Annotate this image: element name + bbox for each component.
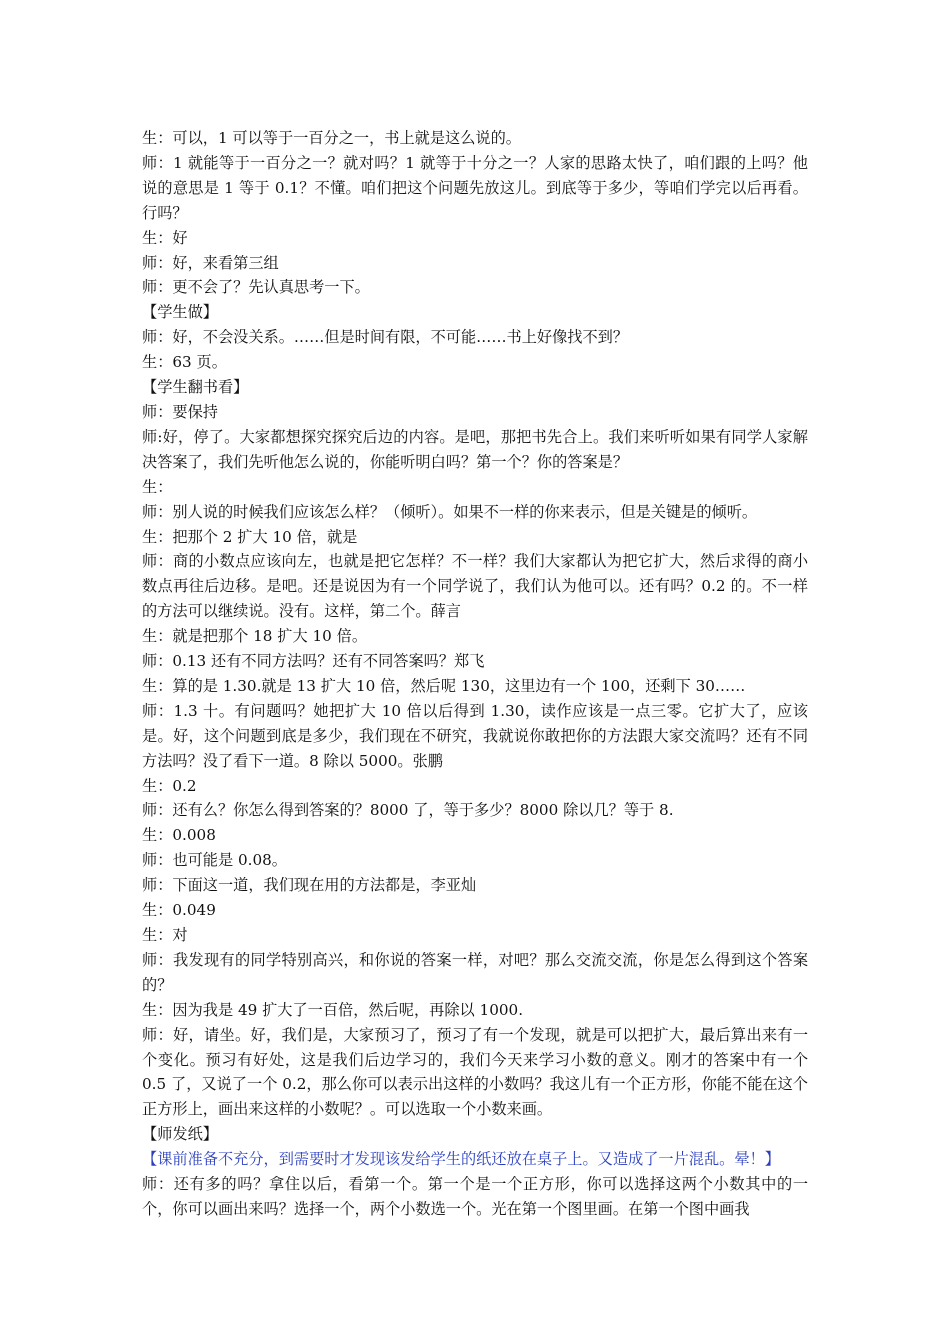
transcript-line: 师：1 就能等于一百分之一？就对吗？1 就等于十分之一？人家的思路太快了，咱们跟的上吗？他说的意思是 1 等于 0.1？不懂。咱们把这个问题先放这儿。到底等于多少，等咱们学完以后再看。行吗？ [142, 153, 808, 222]
transcript-line: 师：我发现有的同学特别高兴，和你说的答案一样，对吧？那么交流交流，你是怎么得到这个答案的？ [142, 950, 808, 994]
transcript-line: 生：就是把那个 18 扩大 10 倍。 [142, 627, 368, 646]
transcript-line: 【学生做】 [142, 303, 218, 322]
transcript-line: 师：更不会了？先认真思考一下。 [142, 278, 370, 297]
transcript-line: 师：还有多的吗？拿住以后，看第一个。第一个是一个正方形，你可以选择这两个小数其中的一个，你可以画出来吗？选择一个，两个小数选一个。光在第一个图里画。在第一个图中画我 [142, 1175, 808, 1218]
transcript-line: 师：还有么？你怎么得到答案的？8000 了，等于多少？8000 除以几？等于 8. [142, 801, 674, 820]
transcript-line: 生：对 [142, 926, 188, 944]
annotation-note: 【课前准备不充分，到需要时才发现该发给学生的纸还放在桌子上。又造成了一片混乱。晕！】 [142, 1150, 780, 1169]
transcript-line: 生：好 [142, 228, 188, 247]
transcript-line: 【师发纸】 [142, 1125, 218, 1144]
transcript-line: 【学生翻书看】 [142, 378, 249, 397]
transcript-line: 师：商的小数点应该向左，也就是把它怎样？不一样？我们大家都认为把它扩大，然后求得的商小数点再往后边移。是吧。还是说因为有一个同学说了，我们认为他可以。还有吗？0.2 的。不一样的方法可以继续说。没有。这样，第二个。薛言 [142, 552, 808, 621]
transcript-line: 师：别人说的时候我们应该怎么样？（倾听）。如果不一样的你来表示，但是关键是的倾听。 [142, 502, 758, 521]
transcript-line: 师：好，请坐。好，我们是，大家预习了，预习了有一个发现，就是可以把扩大，最后算出来有一个变化。预习有好处，这是我们后边学习的，我们今天来学习小数的意义。刚才的答案中有一个 0.5 了，又说了一个 0.2，那么你可以表示出这样的小数吗？我这儿有一个正方形，你能不能在这个正方形上，画出来这样的小数呢？。可以选取一个小数来画。 [142, 1025, 808, 1119]
transcript-line: 师：好，不会没关系。……但是时间有限，不可能……书上好像找不到？ [142, 328, 628, 347]
transcript-body [142, 126, 808, 1222]
transcript-line: 师：0.13 还有不同方法吗？还有不同答案吗？郑飞 [142, 652, 485, 671]
transcript-line: 生：0.049 [142, 901, 216, 920]
transcript-line: 生：0.2 [142, 776, 197, 795]
transcript-line: 生：因为我是 49 扩大了一百倍，然后呢，再除以 1000. [142, 1000, 524, 1019]
transcript-line: 生： [142, 477, 173, 496]
transcript-line: 师：下面这一道，我们现在用的方法都是，李亚灿 [142, 876, 477, 895]
transcript-line: 生：把那个 2 扩大 10 倍，就是 [142, 527, 358, 546]
transcript-line: 师：也可能是 0.08。 [142, 851, 287, 870]
transcript-line: 师：好，来看第三组 [142, 253, 279, 272]
transcript-line: 生：可以，1 可以等于一百分之一，书上就是这么说的。 [142, 129, 521, 147]
transcript-line: 生：0.008 [142, 826, 216, 845]
transcript-line: 生：63 页。 [142, 353, 227, 372]
transcript-line: 师：1.3 十。有问题吗？她把扩大 10 倍以后得到 1.30，读作应该是一点三零。它扩大了，应该是。好，这个问题到底是多少，我们现在不研究，我就说你敢把你的方法跟大家交流吗？还有不同方法吗？没了看下一道。8 除以 5000。张鹏 [142, 701, 808, 770]
transcript-line: 师：要保持 [142, 402, 218, 421]
transcript-line: 生：算的是 1.30.就是 13 扩大 10 倍，然后呢 130，这里边有一个 100，还剩下 30…… [142, 676, 746, 695]
transcript-line: 师:好，停了。大家都想探究探究后边的内容。是吧，那把书先合上。我们来听听如果有同学人家解决答案了，我们先听他怎么说的，你能听明白吗？第一个？你的答案是？ [142, 427, 808, 471]
